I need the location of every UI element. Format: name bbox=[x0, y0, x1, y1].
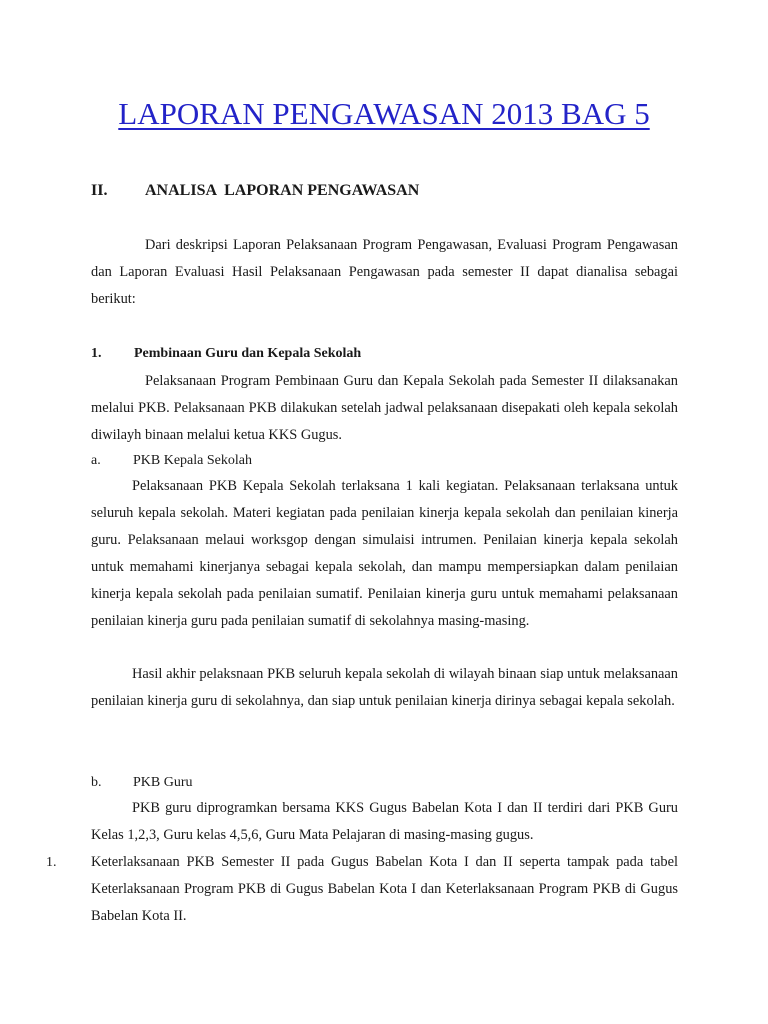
item1-text: Pelaksanaan Program Pembinaan Guru dan Kepala Sekolah pada Semester II dilaksanakan melalui PKB. Pelaksanaan PKB dilakukan setelah jadwal pelaksanaan disepakati oleh kepala sekolah diwilayh binaan melalui ketua KKS Gugus. bbox=[91, 373, 678, 443]
sub-a-text-2: Hasil akhir pelaksnaan PKB seluruh kepala sekolah di wilayah binaan siap untuk melaksanaan penilaian kinerja guru di sekolahnya, dan siap untuk penilaian kinerja dirinya sebagai kepala sekolah. bbox=[91, 666, 678, 709]
sub-a-text-1: Pelaksanaan PKB Kepala Sekolah terlaksana 1 kali kegiatan. Pelaksanaan terlaksana untuk seluruh kepala sekolah. Materi kegiatan pada penilaian kinerja kepala sekolah dan penilaian kinerja guru. Pelaksanaan melaui worksgop dengan simulaisi intrumen. Penilaian kinerja kepala sekolah untuk memahami kinerjanya sebagai kepala sekolah, dan mampu mempersiapkan dalam penilaian kinerja kepala sekolah pada penilaian sumatif. Penilaian kinerja guru untuk memahami pelaksanaan penilaian kinerja guru pada penilaian sumatif di sekolahnya masing-masing. bbox=[91, 478, 678, 629]
intro-paragraph bbox=[91, 232, 678, 313]
sub-a-paragraph-2 bbox=[91, 661, 678, 715]
list-item-number: 1. bbox=[46, 855, 57, 870]
sub-a-title: PKB Kepala Sekolah bbox=[133, 453, 252, 468]
intro-text: Dari deskripsi Laporan Pelaksanaan Program Pengawasan, Evaluasi Program Pengawasan dan Laporan Evaluasi Hasil Pelaksanaan Pengawasan pada semester II dapat dianalisa sebagai berikut: bbox=[91, 237, 678, 307]
section-number: II. bbox=[91, 182, 108, 199]
sub-b-paragraph-1 bbox=[91, 795, 678, 849]
sub-a-letter: a. bbox=[91, 453, 101, 468]
sub-a-paragraph-1 bbox=[91, 473, 678, 635]
document-title: LAPORAN PENGAWASAN 2013 BAG 5 bbox=[118, 96, 650, 131]
sub-b-title: PKB Guru bbox=[133, 775, 193, 790]
section-title: ANALISA LAPORAN PENGAWASAN bbox=[145, 182, 420, 199]
sub-b-text-1: PKB guru diprogramkan bersama KKS Gugus Babelan Kota I dan II terdiri dari PKB Guru Kelas 1,2,3, Guru kelas 4,5,6, Guru Mata Pelajaran di masing-masing gugus. bbox=[91, 800, 678, 843]
list-item-text: Keterlaksanaan PKB Semester II pada Gugus Babelan Kota I dan II seperta tampak pada tabel Keterlaksanaan Program PKB di Gugus Babelan Kota I dan Keterlaksanaan Program PKB di Gugus Babelan Kota II. bbox=[91, 854, 678, 924]
sub-b-letter: b. bbox=[91, 775, 102, 790]
item1-number: 1. bbox=[91, 346, 102, 361]
item1-paragraph bbox=[91, 368, 678, 449]
item1-title: Pembinaan Guru dan Kepala Sekolah bbox=[134, 346, 362, 361]
list-item-paragraph bbox=[91, 849, 678, 930]
